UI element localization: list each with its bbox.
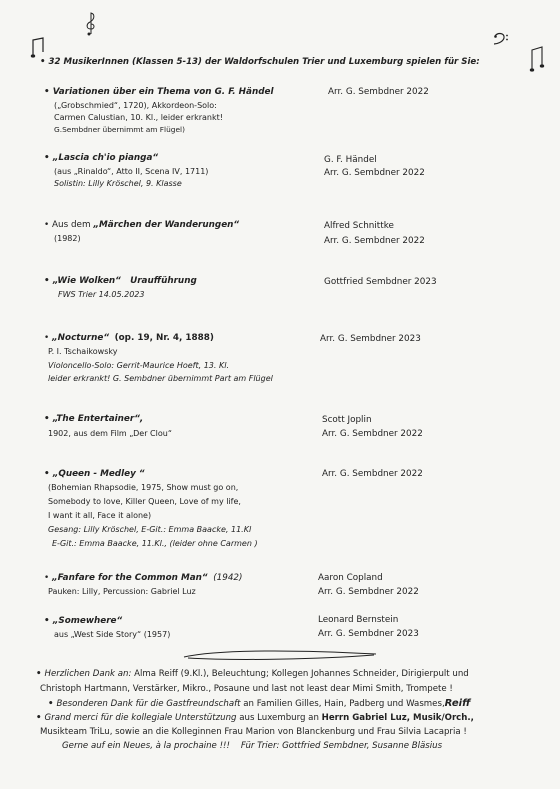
- treble-clef-icon: [84, 10, 98, 36]
- piece-credit: Leonard Bernstein: [318, 615, 399, 625]
- piece-detail: Solistin: Lilly Kröschel, 9. Klasse: [54, 179, 182, 188]
- piece-credit: Arr. G. Sembdner 2022: [318, 587, 419, 597]
- bass-clef-icon: [492, 32, 512, 46]
- piece-detail: 1902, aus dem Film „Der Clou“: [48, 429, 172, 438]
- piece-credit: Arr. G. Sembdner 2022: [324, 168, 425, 178]
- piece-detail: aus „West Side Story“ (1957): [54, 630, 171, 639]
- piece-credit: Arr. G. Sembdner 2022: [322, 469, 423, 479]
- piece-title: • Variationen über ein Thema von G. F. Händel: [44, 87, 274, 97]
- piece-detail: (aus „Rinaldo“, Atto II, Scena IV, 1711): [54, 167, 209, 176]
- piece-detail: Violoncello-Solo: Gerrit-Maurice Hoeft, 13. Kl.: [48, 361, 229, 370]
- piece-detail: P. I. Tschaikowsky: [48, 347, 118, 356]
- piece-detail: Gesang: Lilly Kröschel, E-Git.: Emma Baacke, 11.Kl: [48, 525, 252, 534]
- piece-detail: G.Sembdner übernimmt am Flügel): [54, 125, 185, 134]
- piece-detail: leider erkrankt! G. Sembdner übernimmt Part am Flügel: [48, 374, 273, 383]
- piece-title: • „Queen - Medley “: [44, 469, 145, 479]
- thanks-line: • Herzlichen Dank an: Alma Reiff (9.Kl.), Beleuchtung; Kollegen Johannes Schneider, Dirigierpult und: [36, 669, 469, 679]
- piece-credit: Alfred Schnittke: [324, 221, 394, 231]
- thanks-line: Christoph Hartmann, Verstärker, Mikro., Posaune und last not least dear Mimi Smith, Trompete !: [40, 684, 453, 694]
- thanks-line: Gerne auf ein Neues, à la prochaine !!! Für Trier: Gottfried Sembdner, Susanne Bläsius: [62, 741, 443, 751]
- piece-credit: Scott Joplin: [322, 415, 372, 425]
- piece-credit: G. F. Händel: [324, 155, 377, 165]
- piece-detail: (Bohemian Rhapsodie, 1975, Show must go on,: [48, 483, 239, 492]
- piece-detail: I want it all, Face it alone): [48, 511, 152, 520]
- piece-title: • Aus dem „Märchen der Wanderungen“: [44, 220, 240, 230]
- piece-title: • „Nocturne“ (op. 19, Nr. 4, 1888): [44, 333, 214, 343]
- piece-detail: („Grobschmied“, 1720), Akkordeon-Solo:: [54, 101, 217, 110]
- program-heading: • 32 MusikerInnen (Klassen 5-13) der Waldorfschulen Trier und Luxemburg spielen für Sie:: [40, 57, 480, 67]
- piece-credit: Gottfried Sembdner 2023: [324, 277, 437, 287]
- piece-credit: Arr. G. Sembdner 2022: [328, 87, 429, 97]
- thanks-line: • Grand merci für die kollegiale Unterstützung aus Luxemburg an Herrn Gabriel Luz, Musik/Orch.,: [36, 713, 474, 723]
- piece-credit: Arr. G. Sembdner 2023: [320, 334, 421, 344]
- piece-detail: (1982): [54, 234, 81, 243]
- piece-credit: Arr. G. Sembdner 2023: [318, 629, 419, 639]
- piece-title: • „Fanfare for the Common Man“ (1942): [44, 573, 243, 583]
- eighth-note-icon: [528, 44, 546, 72]
- heading-text: 32 MusikerInnen (Klassen 5-13) der Waldorfschulen Trier und Luxemburg spielen für Sie:: [48, 57, 480, 67]
- piece-credit: Aaron Copland: [318, 573, 383, 583]
- piece-title: • „The Entertainer“,: [44, 414, 144, 424]
- piece-credit: Arr. G. Sembdner 2022: [322, 429, 423, 439]
- piece-credit: Arr. G. Sembdner 2022: [324, 236, 425, 246]
- piece-detail: Somebody to love, Killer Queen, Love of my life,: [48, 497, 241, 506]
- thanks-line: Musikteam TriLu, sowie an die Kolleginnen Frau Marion von Blanckenburg und Frau Silvia Lacapria !: [40, 727, 467, 737]
- piece-detail: FWS Trier 14.05.2023: [58, 290, 145, 299]
- eighth-note-icon: [30, 36, 46, 58]
- piece-title: • „Lascia ch'io pianga“: [44, 153, 159, 163]
- piece-title: • „Somewhere“: [44, 616, 123, 626]
- divider-swoosh: [180, 646, 380, 664]
- piece-detail: Carmen Calustian, 10. Kl., leider erkrankt!: [54, 113, 223, 122]
- thanks-line: • Besonderen Dank für die Gastfreundschaft an Familien Gilles, Hain, Padberg und Wasmes,Reiff: [48, 698, 471, 709]
- piece-detail: E-Git.: Emma Baacke, 11.Kl., (leider ohne Carmen ): [52, 539, 258, 548]
- piece-detail: Pauken: Lilly, Percussion: Gabriel Luz: [48, 587, 196, 596]
- piece-title: • „Wie Wolken“ Uraufführung: [44, 276, 197, 286]
